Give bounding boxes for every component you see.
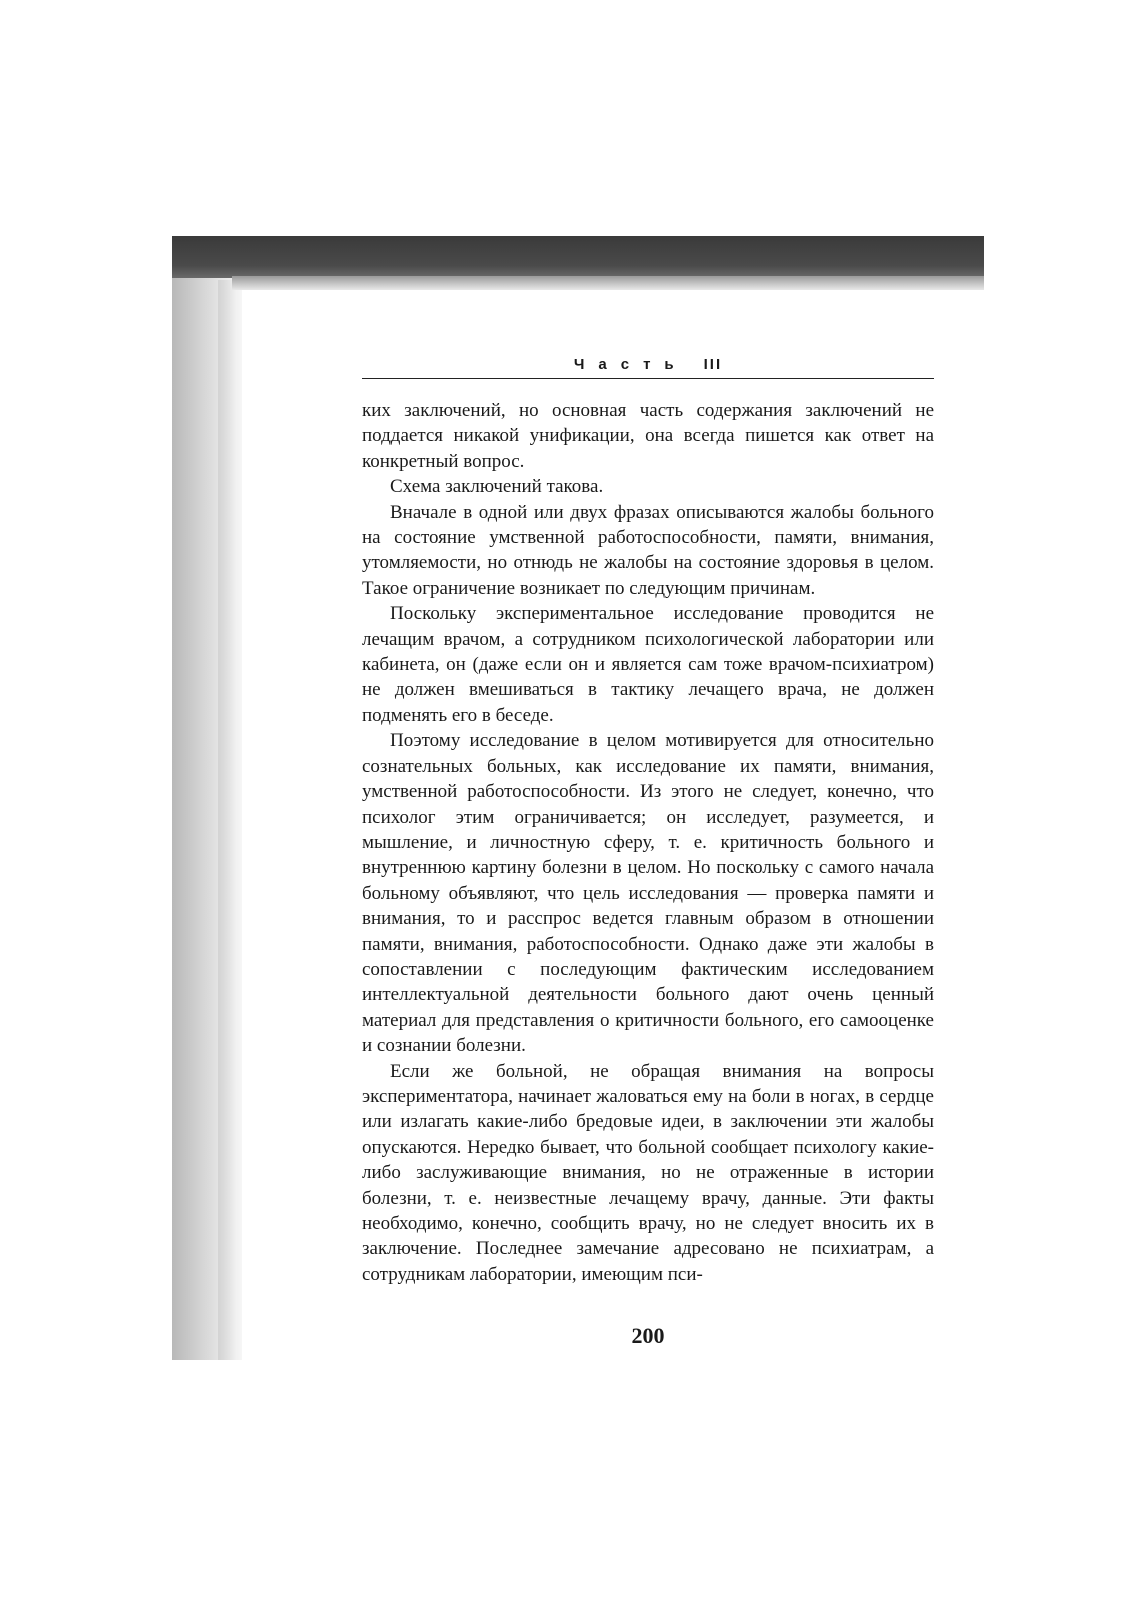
running-head-label: Часть <box>573 356 688 373</box>
header-rule <box>362 378 934 379</box>
body-text <box>362 398 934 1287</box>
paragraph-continuation: ких заключений, но основная часть содержания заключений не поддается никакой унификации, она всегда пишется как ответ на конкретный вопрос. <box>362 400 934 472</box>
scan-top-border <box>172 236 984 278</box>
page-number: 200 <box>631 1323 665 1348</box>
scan-top-shade <box>232 276 984 290</box>
running-head <box>362 356 934 373</box>
scan-spine-inner-shadow <box>218 280 236 1360</box>
paragraph: Поэтому исследование в целом мотивируется для относительно сознательных больных, как исследование их памяти, внимания, умственной работоспособности. Из этого не следует, конечно, что психолог этим ограничивается; он исследует, разумеется, и мышление, и личностную сферу, т. е. критичность больного и внутреннюю картину болезни в целом. Но поскольку с самого начала больному объявляют, что цель исследования — проверка памяти и внимания, то и расспрос ведется главным образом в отношении памяти, внимания, работоспособности. Однако даже эти жалобы в сопоставлении с последующим фактическим исследованием интеллектуальной деятельности больного дают очень ценный материал для представления о критичности больного, его самооценке и сознании болезни. <box>362 730 934 1057</box>
paragraph: Если же больной, не обращая внимания на вопросы экспериментатора, начинает жаловаться ему на боли в ногах, в сердце или излагать какие-либо бредовые идеи, в заключении эти жалобы опускаются. Нередко бывает, что больной сообщает психологу какие-либо заслуживающие внимания, но не отраженные в истории болезни, т. е. неизвестные лечащему врачу, данные. Эти факты необходимо, конечно, сообщить врачу, но не следует вносить их в заключение. Последнее замечание адресовано не психиатрам, а сотрудникам лаборатории, имеющим пси- <box>362 1060 934 1285</box>
part-number: III <box>703 356 723 373</box>
paragraph: Поскольку экспериментальное исследование проводится не лечащим врачом, а сотрудником психологической лаборатории или кабинета, он (даже если он и является сам тоже врачом-психиатром) не должен вмешиваться в тактику лечащего врача, не должен подменять его в беседе. <box>362 603 934 726</box>
paragraph: Схема заключений такова. <box>390 476 604 498</box>
paragraph: Вначале в одной или двух фразах описываются жалобы больного на состояние умственной работоспособности, памяти, внимания, утомляемости, но отнюдь не жалобы на состояние здоровья в целом. Такое ограничение возникает по следующим причинам. <box>362 501 934 599</box>
